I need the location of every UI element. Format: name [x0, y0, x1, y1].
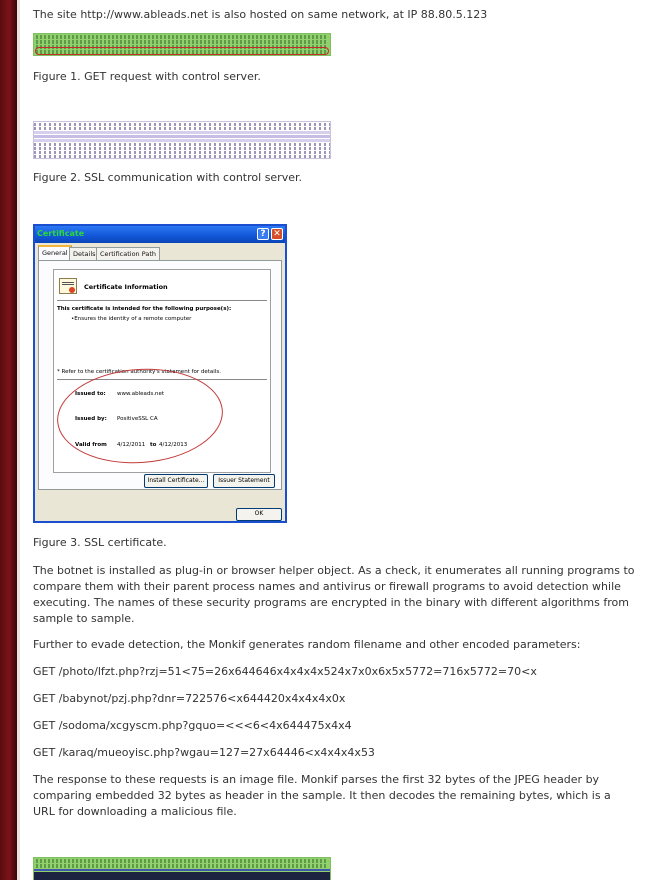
figure1-caption: Figure 1. GET request with control server.: [33, 70, 261, 83]
figure3-caption: Figure 3. SSL certificate.: [33, 536, 167, 549]
botnet-paragraph: The botnet is installed as plug-in or browser helper object. As a check, it enumerates all running programs to compare them with their parent process names and antivirus or firewall programs to avoid detection while executing. The names of these security programs are encrypted in the binary with different algorithms from sample to sample.: [33, 564, 635, 625]
purpose-heading: This certificate is intended for the following purpose(s):: [57, 306, 232, 312]
divider: [57, 300, 267, 301]
response-paragraph: The response to these requests is an image file. Monkif parses the first 32 bytes of the JPEG header by comparing embedded 32 bytes as header in the sample. It then decodes the remaining bytes, which is a URL for downloading a malicious file.: [33, 773, 611, 818]
get-request-1: GET /photo/lfzt.php?rzj=51<75=26x644646x4x4x4x524x7x0x6x5x5772=716x5772=70<x: [33, 665, 537, 678]
issued-by-value: PositiveSSL CA: [117, 416, 158, 422]
valid-from-value: 4/12/2011: [117, 442, 146, 448]
install-certificate-button[interactable]: Install Certificate...: [144, 474, 208, 488]
figure2-packet-capture[interactable]: [33, 121, 331, 159]
evasion-paragraph: Further to evade detection, the Monkif generates random filename and other encoded parameters:: [33, 638, 581, 651]
close-icon[interactable]: ✕: [271, 228, 283, 240]
certificate-titlebar[interactable]: [35, 226, 285, 243]
valid-to-value: 4/12/2013: [159, 442, 188, 448]
issued-to-value: www.ableads.net: [117, 391, 165, 397]
certificate-title: Certificate: [37, 229, 85, 238]
sidebar-edge: [17, 0, 20, 880]
valid-from-label: Valid from: [75, 442, 107, 448]
certificate-info-heading: Certificate Information: [84, 283, 168, 291]
tab-general[interactable]: General: [38, 245, 72, 261]
intro-paragraph: The site http://www.ableads.net is also hosted on same network, at IP 88.80.5.123: [33, 8, 488, 21]
certificate-icon: [59, 278, 77, 294]
issued-by-label: Issued by:: [75, 416, 107, 422]
figure1-packet-capture[interactable]: [33, 33, 331, 56]
purpose-item: •Ensures the identity of a remote computer: [71, 316, 192, 322]
tab-certification-path[interactable]: Certification Path: [96, 247, 160, 260]
valid-to-label: to: [150, 442, 157, 448]
issued-to-label: Issued to:: [75, 391, 106, 397]
tab-details[interactable]: Details: [69, 247, 100, 260]
certificate-dialog: [33, 224, 287, 523]
get-request-4: GET /karaq/mueoyisc.php?wgau=127=27x64446<x4x4x4x53: [33, 746, 375, 759]
authority-note: * Refer to the certification authority's statement for details.: [57, 369, 221, 375]
figure4-packet-capture[interactable]: [33, 857, 331, 880]
left-sidebar-rail: [0, 0, 17, 880]
issuer-statement-button[interactable]: Issuer Statement: [213, 474, 275, 488]
get-request-3: GET /sodoma/xcgyscm.php?gquo=<<<6<4x644475x4x4: [33, 719, 352, 732]
get-request-2: GET /babynot/pzj.php?dnr=722576<x644420x4x4x4x0x: [33, 692, 346, 705]
ok-button[interactable]: OK: [236, 508, 282, 521]
help-icon[interactable]: ?: [257, 228, 269, 240]
figure2-caption: Figure 2. SSL communication with control server.: [33, 171, 302, 184]
